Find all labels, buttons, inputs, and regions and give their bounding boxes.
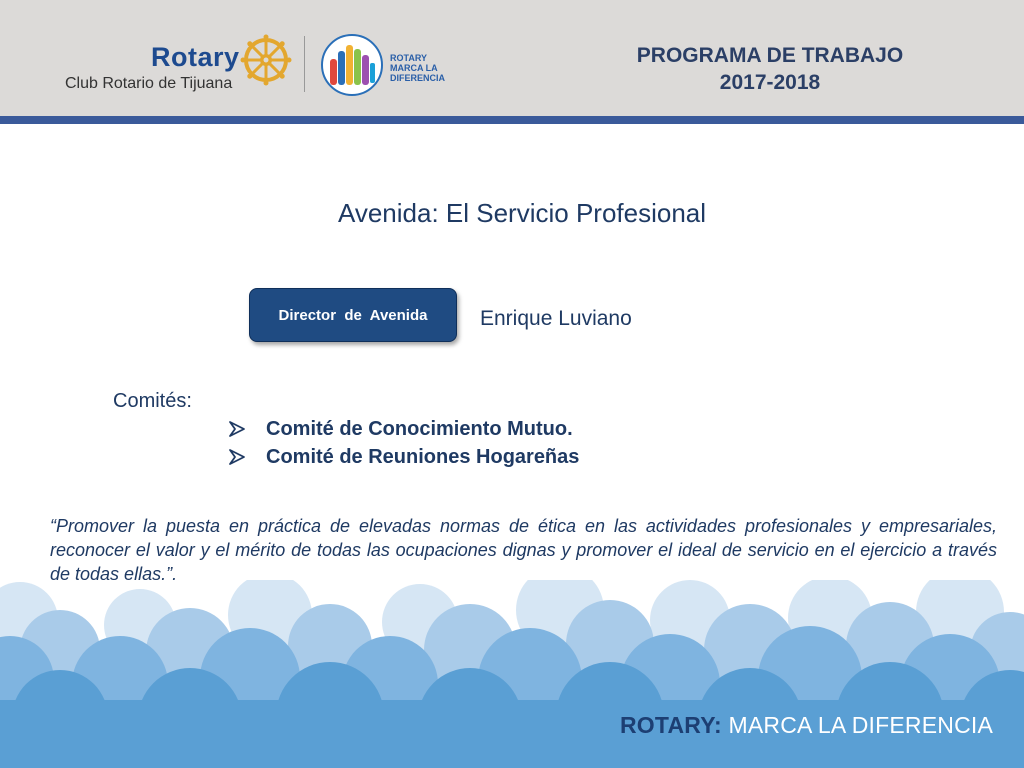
marca-la-diferencia-logo-icon <box>320 33 384 97</box>
director-name: Enrique Luviano <box>480 307 632 330</box>
theme-line: MARCA LA <box>390 63 438 73</box>
slogan-rest: MARCA LA DIFERENCIA <box>721 712 994 738</box>
program-title-line: PROGRAMA DE TRABAJO <box>636 44 904 67</box>
arrow-bullet-icon <box>228 448 248 466</box>
committees-label: Comités: <box>113 390 192 412</box>
theme-line: ROTARY <box>390 53 427 63</box>
rotary-wheel-icon <box>240 34 292 86</box>
theme-text <box>390 53 445 83</box>
section-title: Avenida: El Servicio Profesional <box>337 198 707 228</box>
header-accent-bar <box>0 116 1024 124</box>
slogan-bold: ROTARY: <box>620 712 722 738</box>
arrow-bullet-icon <box>228 420 248 438</box>
committee-name: Comité de Conocimiento Mutuo. <box>266 417 573 440</box>
header <box>0 0 1024 116</box>
committee-list <box>228 415 579 471</box>
footer-slogan <box>620 712 993 739</box>
director-button[interactable]: Director de Avenida <box>249 288 457 342</box>
list-item <box>228 443 579 471</box>
program-title <box>600 42 940 96</box>
theme-line: DIFERENCIA <box>390 73 446 83</box>
program-years: 2017-2018 <box>719 71 821 94</box>
header-divider <box>304 36 305 92</box>
club-name: Club Rotario de Tijuana <box>65 75 233 92</box>
service-quote: “Promover la puesta en práctica de elevadas normas de ética en las actividades profesionales y empresariales, reconocer el valor y el mérito de todas las ocupaciones dignas y promover el ideal de servicio en el ejercicio a través de todas ellas.”. <box>50 516 997 584</box>
rotary-wordmark: Rotary <box>151 42 240 72</box>
committee-name: Comité de Reuniones Hogareñas <box>266 445 580 468</box>
list-item <box>228 415 579 443</box>
